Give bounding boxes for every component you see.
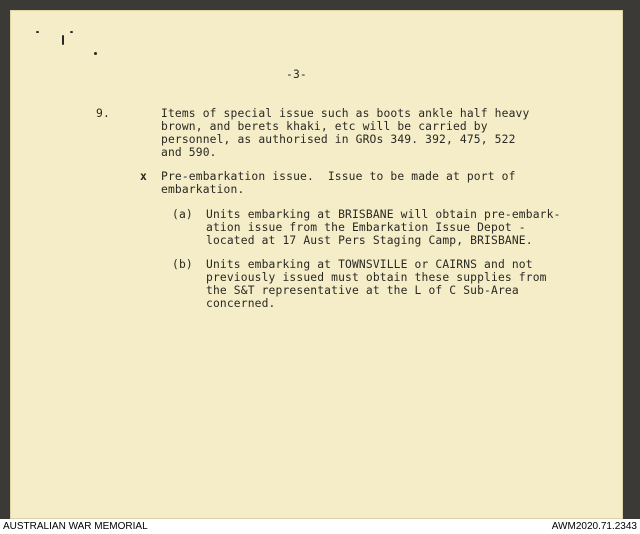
ink-speck — [62, 35, 64, 45]
subparagraph-label: (a) — [172, 208, 193, 221]
paragraph-line: and 590. — [161, 146, 217, 159]
page-number: -3- — [286, 68, 307, 81]
subparagraph-line: the S&T representative at the L of C Sub-Area — [206, 284, 519, 297]
document-page — [10, 10, 623, 519]
paragraph-line: Pre-embarkation issue. Issue to be made at port of — [161, 170, 516, 183]
subparagraph-line: concerned. — [206, 297, 276, 310]
paragraph-marker: x — [140, 170, 147, 183]
paragraph-number: 9. — [96, 107, 110, 120]
footer-institution: AUSTRALIAN WAR MEMORIAL — [3, 521, 148, 532]
footer-reference: AWM2020.71.2343 — [551, 521, 637, 532]
subparagraph-line: ation issue from the Embarkation Issue Depot - — [206, 221, 526, 234]
archive-footer — [0, 519, 640, 534]
subparagraph-line: Units embarking at BRISBANE will obtain pre-embark- — [206, 208, 561, 221]
subparagraph-label: (b) — [172, 258, 193, 271]
ink-speck — [36, 31, 39, 33]
paragraph-line: Items of special issue such as boots ankle half heavy — [161, 107, 530, 120]
subparagraph-line: previously issued must obtain these supplies from — [206, 271, 547, 284]
ink-speck — [70, 31, 73, 33]
ink-speck — [94, 52, 97, 55]
paragraph-line: personnel, as authorised in GROs 349. 392, 475, 522 — [161, 133, 516, 146]
subparagraph-line: located at 17 Aust Pers Staging Camp, BRISBANE. — [206, 234, 533, 247]
paragraph-line: embarkation. — [161, 183, 245, 196]
paragraph-line: brown, and berets khaki, etc will be carried by — [161, 120, 488, 133]
subparagraph-line: Units embarking at TOWNSVILLE or CAIRNS and not — [206, 258, 533, 271]
